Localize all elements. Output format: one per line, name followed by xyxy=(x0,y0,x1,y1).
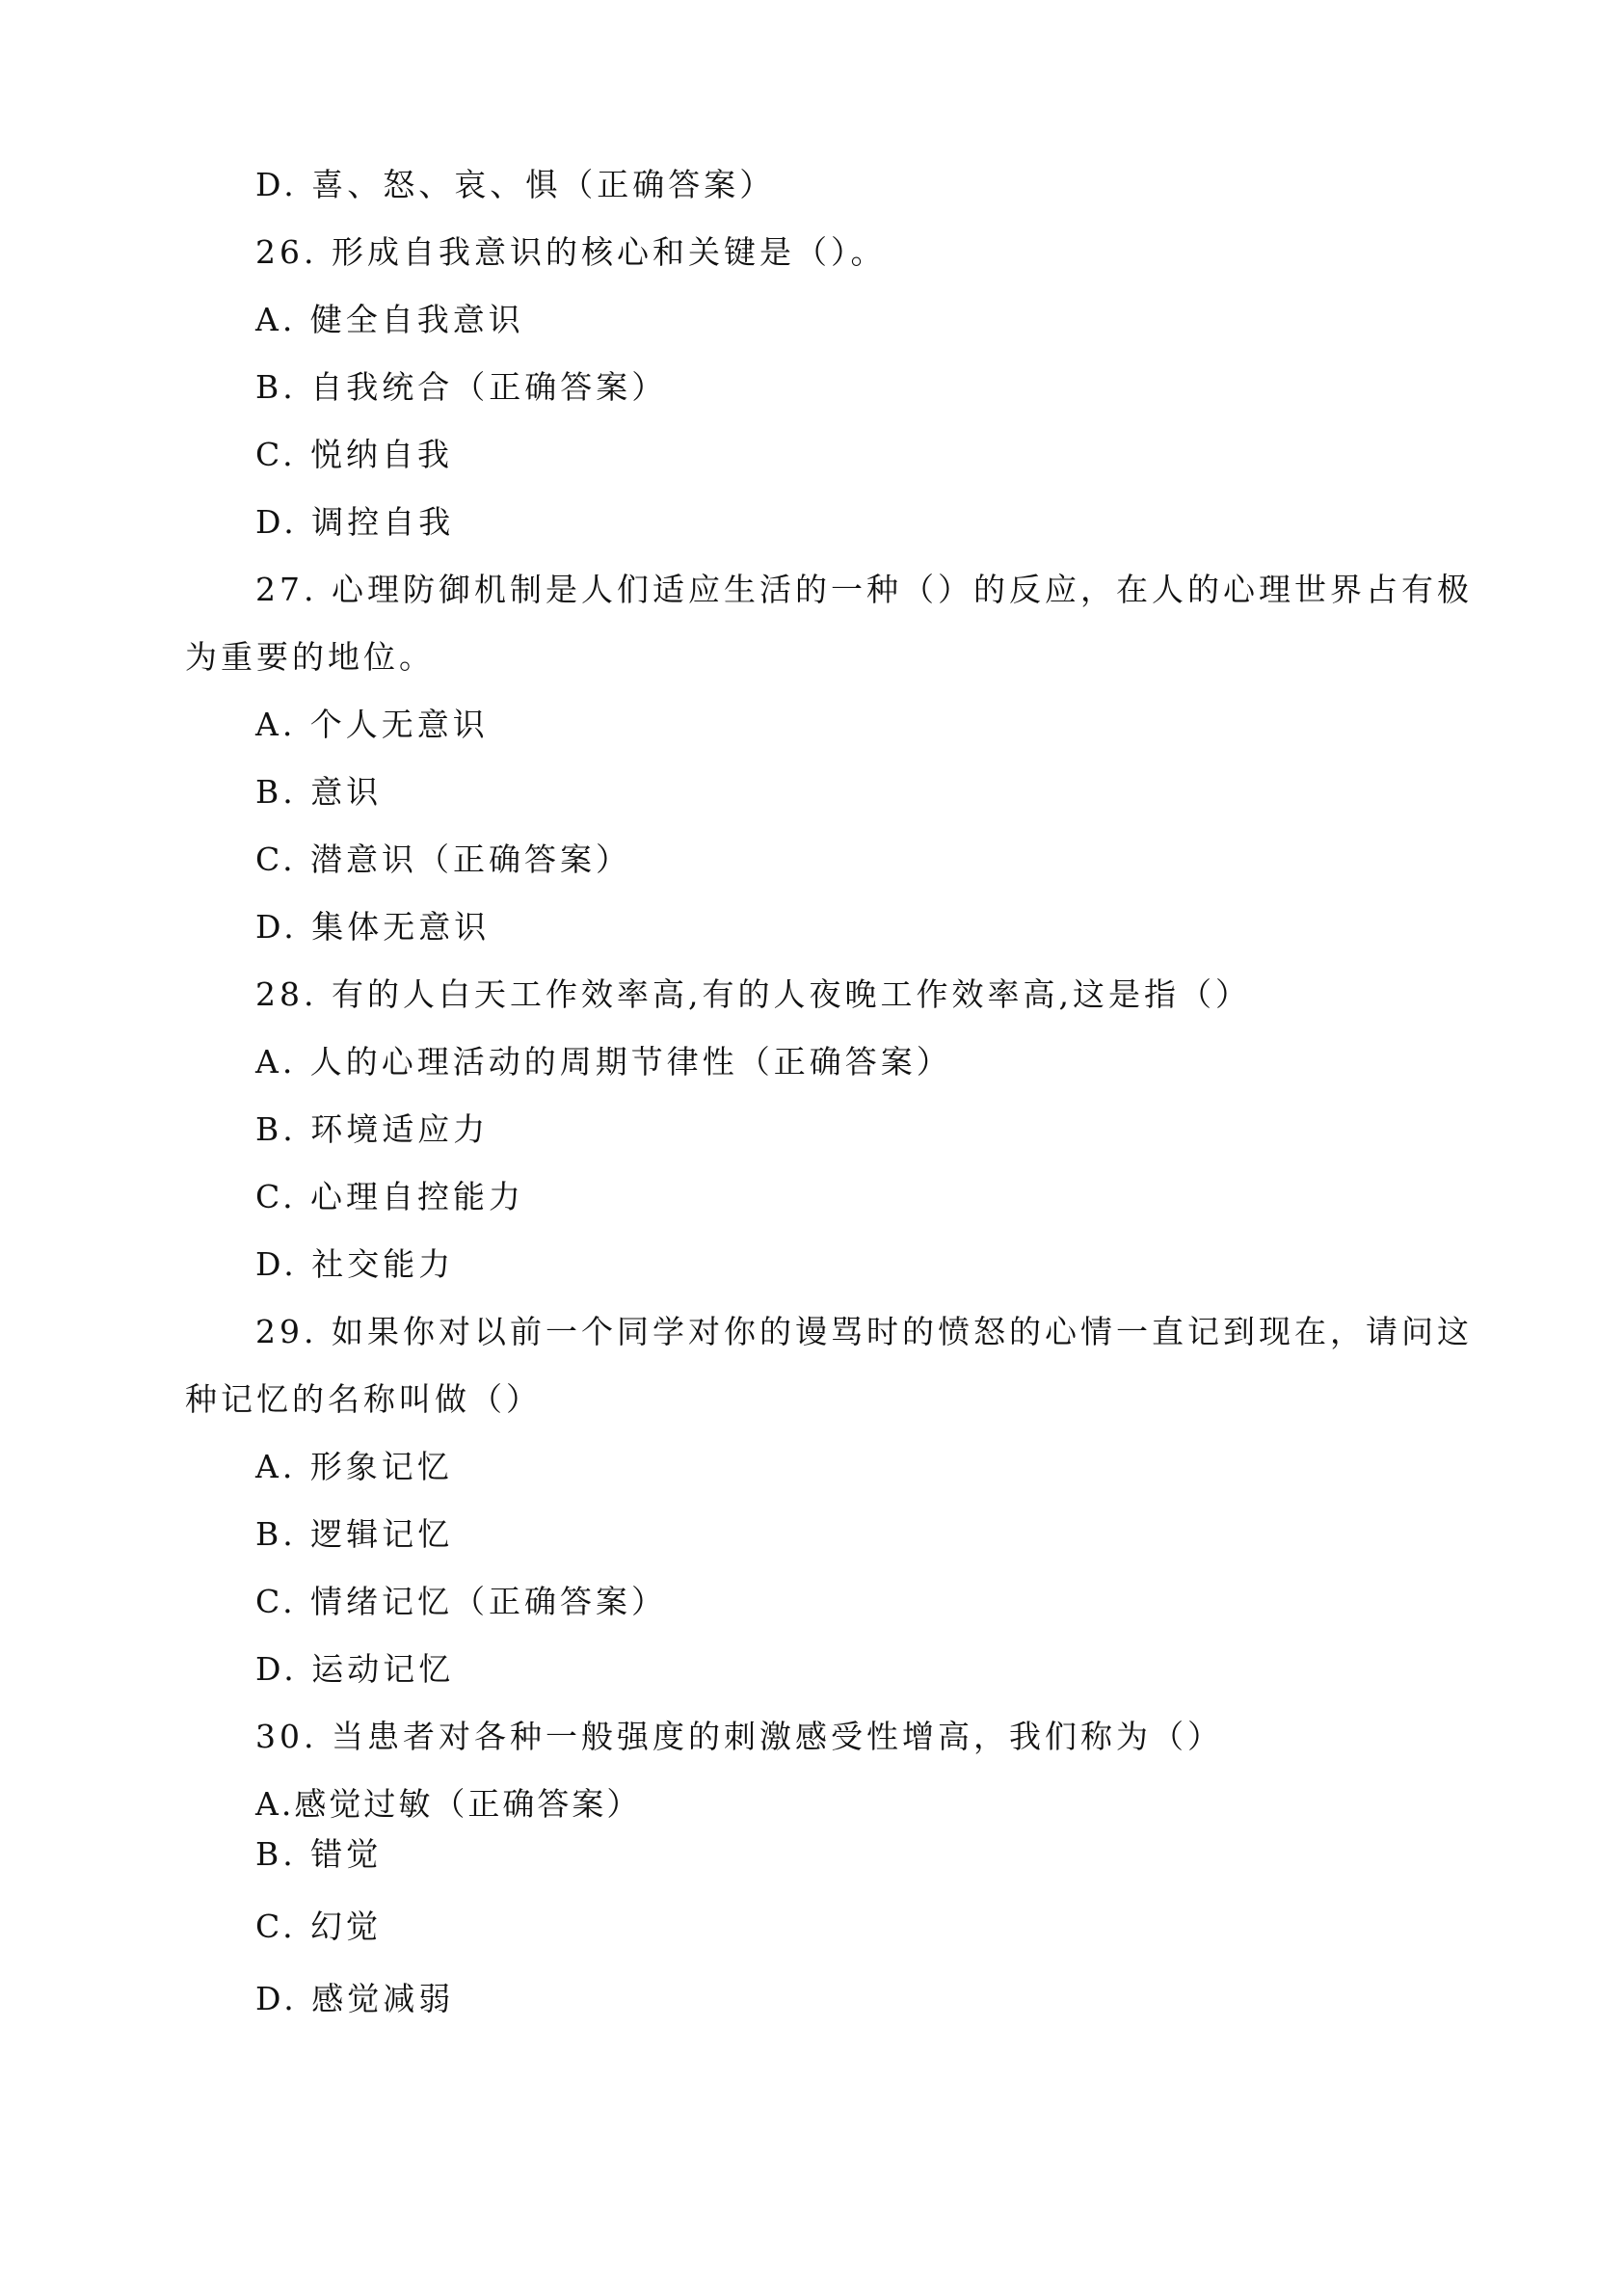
question-26-option-d: D. 调控自我 xyxy=(255,503,455,541)
question-27-option-b: B. 意识 xyxy=(255,773,383,811)
question-30-option-d: D. 感觉减弱 xyxy=(255,1980,455,2017)
question-28-option-a: A. 人的心理活动的周期节律性（正确答案） xyxy=(255,1043,952,1081)
question-30-option-a: A.感觉过敏（正确答案） xyxy=(255,1785,642,1823)
question-26-option-a: A. 健全自我意识 xyxy=(255,301,524,338)
question-30-stem: 30. 当患者对各种一般强度的刺激感受性增高，我们称为（） xyxy=(255,1718,1223,1755)
question-29-stem-line-2: 种记忆的名称叫做（） xyxy=(185,1380,542,1418)
question-29-option-a: A. 形象记忆 xyxy=(255,1448,453,1485)
question-25-option-d: D. 喜、怒、哀、惧（正确答案） xyxy=(255,166,776,203)
question-27-option-d: D. 集体无意识 xyxy=(255,908,491,946)
question-29-option-d: D. 运动记忆 xyxy=(255,1650,455,1688)
question-28-option-d: D. 社交能力 xyxy=(255,1245,455,1283)
question-27-option-c: C. 潜意识（正确答案） xyxy=(255,841,632,878)
question-27-stem-line-2: 为重要的地位。 xyxy=(185,638,435,676)
question-28-option-c: C. 心理自控能力 xyxy=(255,1178,525,1215)
question-26-option-b: B. 自我统合（正确答案） xyxy=(255,368,668,406)
question-28-stem: 28. 有的人白天工作效率高,有的人夜晚工作效率高,这是指（） xyxy=(255,975,1251,1013)
question-28-option-b: B. 环境适应力 xyxy=(255,1110,490,1148)
question-29-option-c: C. 情绪记忆（正确答案） xyxy=(255,1583,668,1620)
question-26-stem: 26. 形成自我意识的核心和关键是（）。 xyxy=(255,233,887,271)
question-27-stem-line-1: 27. 心理防御机制是人们适应生活的一种（）的反应，在人的心理世界占有极 xyxy=(255,571,1473,608)
question-27-option-a: A. 个人无意识 xyxy=(255,706,489,743)
question-30-option-c: C. 幻觉 xyxy=(255,1908,383,1945)
question-29-stem-line-1: 29. 如果你对以前一个同学对你的谩骂时的愤怒的心情一直记到现在，请问这 xyxy=(255,1313,1473,1350)
question-26-option-c: C. 悦纳自我 xyxy=(255,436,454,473)
question-30-option-b: B. 错觉 xyxy=(255,1835,383,1873)
question-29-option-b: B. 逻辑记忆 xyxy=(255,1515,454,1553)
